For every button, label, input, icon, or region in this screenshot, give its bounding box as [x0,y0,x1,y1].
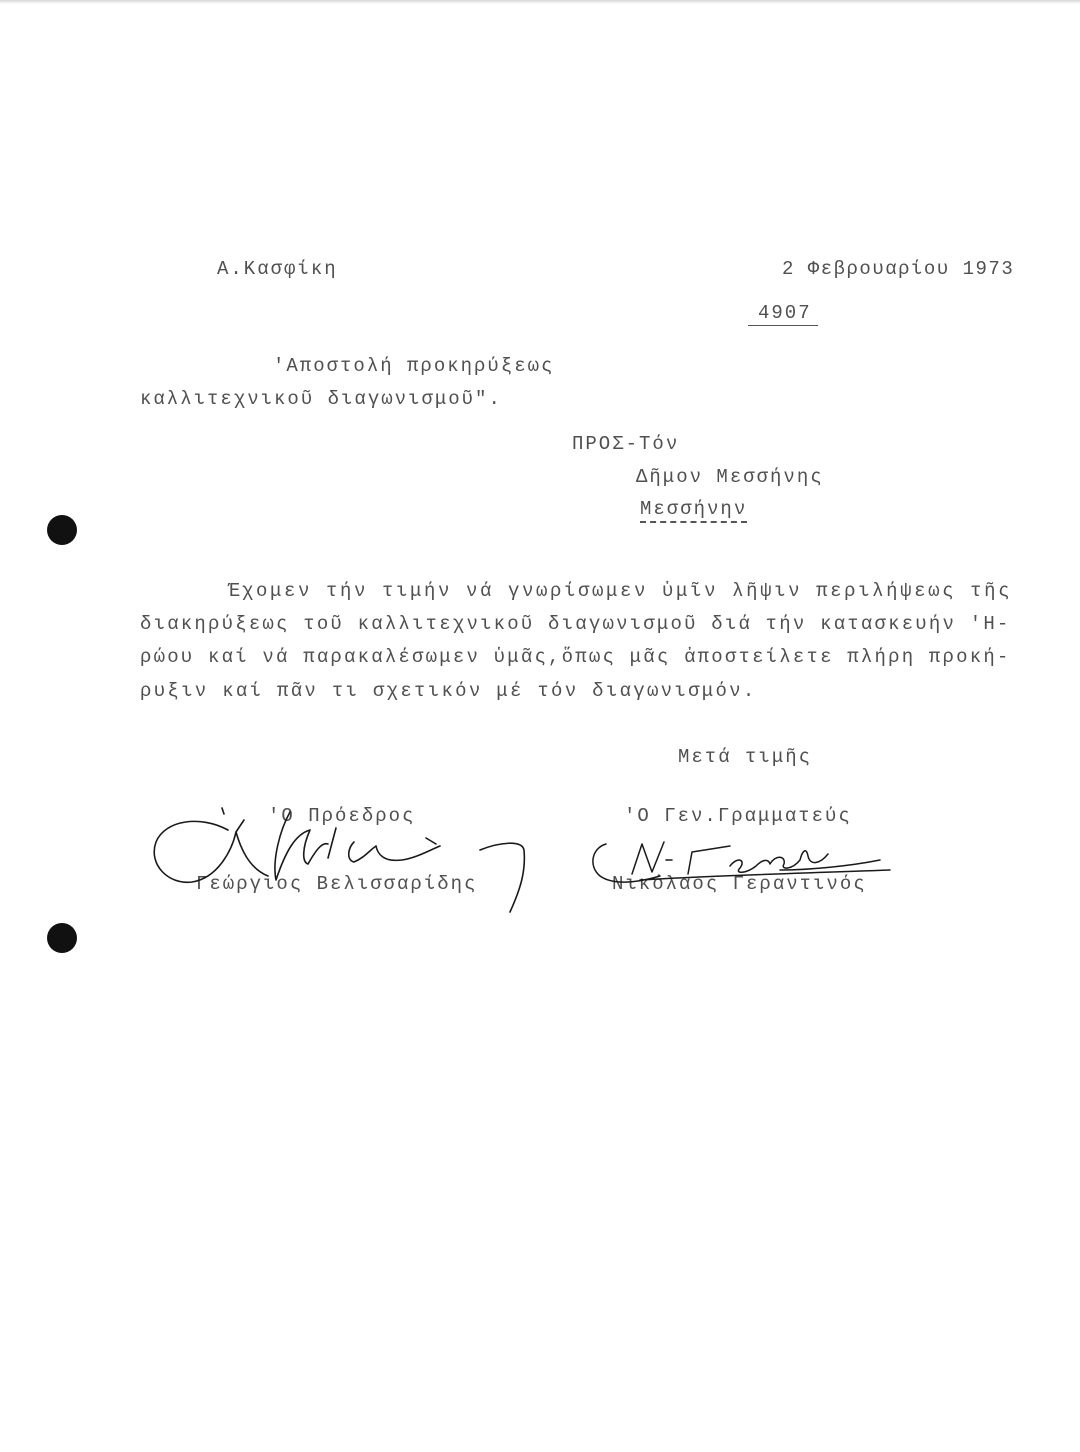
body-line-4: ρυξιν καί πᾶν τι σχετικόν μέ τόν διαγωνισμόν. [140,680,757,702]
secretary-signature [580,830,910,900]
body-line-1: Έχομεν τήν τιμήν νά γνωρίσωμεν ὑμῖν λῆψιν περιλήψεως τῆς [228,580,1013,602]
sender-reference: Α.Κασφίκη [217,258,338,280]
secretary-title: 'Ο Γεν.Γραμματεύς [624,805,852,827]
recipient-line-1: ΠΡΟΣ-Τόν [572,433,680,455]
president-signature [140,790,540,920]
recipient-line-3: Μεσσήνην [640,498,747,523]
page-edge [0,0,1080,4]
president-title: 'Ο Πρόεδρος [268,805,416,827]
president-name: Γεώργιος Βελισσαρίδης [196,873,478,895]
recipient-line-2: Δῆμον Μεσσήνης [636,466,824,488]
body-line-2: διακηρύξεως τοῦ καλλιτεχνικοῦ διαγωνισμοῦ διά τήν κατασκευήν 'Η- [140,613,1011,635]
subject-line-1: 'Αποστολή προκηρύξεως [273,355,555,377]
punch-hole-bottom [47,923,77,953]
subject-line-2: καλλιτεχνικοῦ διαγωνισμοῦ". [140,388,502,410]
protocol-number: 4907 [748,302,818,326]
punch-hole-top [47,515,77,545]
closing-salutation: Μετά τιμῆς [678,746,813,768]
body-line-3: ρώου καί νά παρακαλέσωμεν ὑμᾶς,ὅπως μᾶς ἀποστείλετε πλήρη προκή- [140,646,1011,668]
secretary-name: Νικόλαος Γεραντινός [612,873,867,895]
letter-date: 2 Φεβρουαρίου 1973 [782,258,1015,280]
